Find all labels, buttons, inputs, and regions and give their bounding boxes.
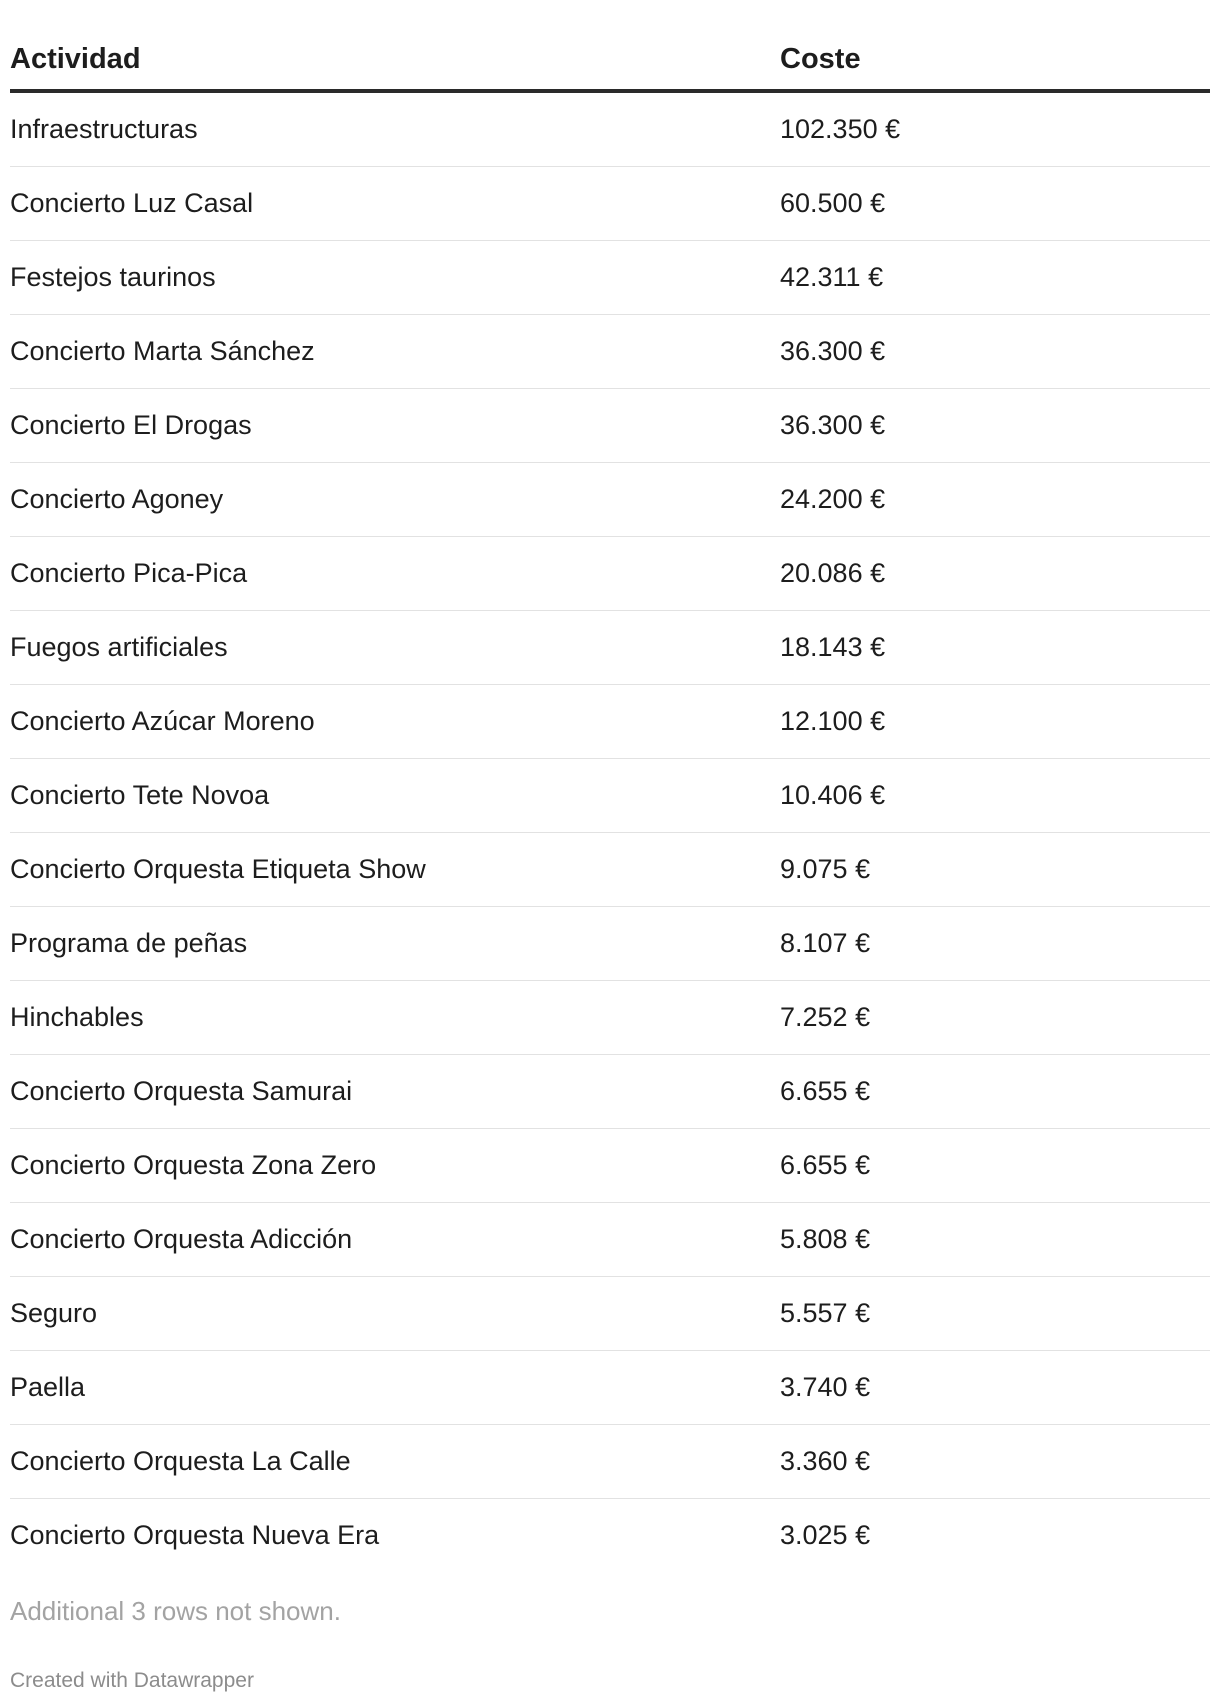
cell-coste: 36.300 € [780, 389, 1210, 463]
cell-coste: 3.025 € [780, 1520, 871, 1550]
table-body [10, 91, 1210, 1572]
cell-actividad: Concierto Pica-Pica [10, 537, 780, 611]
column-header-coste[interactable]: Coste [780, 30, 1210, 91]
cell-coste: 18.143 € [780, 611, 1210, 685]
cell-actividad: Infraestructuras [10, 91, 780, 167]
cell-coste: 20.086 € [780, 537, 1210, 611]
cell-actividad: Concierto Tete Novoa [10, 759, 780, 833]
cell-actividad: Concierto Luz Casal [10, 167, 780, 241]
cell-coste: 6.655 € [780, 1055, 1210, 1129]
table-row [10, 1499, 1210, 1573]
cell-coste: 36.300 € [780, 315, 1210, 389]
cell-actividad: Concierto Azúcar Moreno [10, 685, 780, 759]
table-row [10, 315, 1210, 389]
rows-not-shown-note: Additional 3 rows not shown. [10, 1596, 341, 1626]
table-row [10, 907, 1210, 981]
cell-coste: 7.252 € [780, 981, 1210, 1055]
cell-actividad: Paella [10, 1351, 780, 1425]
cell-actividad: Concierto Orquesta La Calle [10, 1425, 780, 1499]
table-row [10, 91, 1210, 167]
cell-coste: 6.655 € [780, 1129, 1210, 1203]
table-row [10, 759, 1210, 833]
cost-table [10, 30, 1210, 1572]
cell-coste: 42.311 € [780, 241, 1210, 315]
table-row [10, 1203, 1210, 1277]
cell-actividad: Concierto Orquesta Nueva Era [10, 1520, 380, 1550]
cell-actividad: Concierto Agoney [10, 463, 780, 537]
cell-actividad: Festejos taurinos [10, 241, 780, 315]
cell-coste: 9.075 € [780, 833, 1210, 907]
table-row [10, 1425, 1210, 1499]
cell-coste: 24.200 € [780, 463, 1210, 537]
cell-actividad: Programa de peñas [10, 907, 780, 981]
cell-coste: 3.360 € [780, 1425, 1210, 1499]
cell-actividad: Concierto Orquesta Samurai [10, 1055, 780, 1129]
table-row [10, 241, 1210, 315]
cell-actividad: Concierto Orquesta Etiqueta Show [10, 833, 780, 907]
cell-coste: 12.100 € [780, 685, 1210, 759]
cell-coste: 8.107 € [780, 907, 1210, 981]
table-row [10, 611, 1210, 685]
table-row [10, 389, 1210, 463]
cell-actividad: Seguro [10, 1277, 780, 1351]
cell-actividad: Concierto El Drogas [10, 389, 780, 463]
table-row [10, 833, 1210, 907]
datawrapper-credit: Created with Datawrapper [10, 1669, 254, 1692]
cell-coste: 5.557 € [780, 1277, 1210, 1351]
table-row [10, 981, 1210, 1055]
cell-coste: 60.500 € [780, 167, 1210, 241]
cell-coste: 3.740 € [780, 1351, 1210, 1425]
table-row [10, 1277, 1210, 1351]
cell-actividad: Concierto Orquesta Zona Zero [10, 1129, 780, 1203]
cell-coste: 102.350 € [780, 91, 1210, 167]
table-row [10, 537, 1210, 611]
table-row [10, 1129, 1210, 1203]
table-row [10, 1351, 1210, 1425]
table-row [10, 685, 1210, 759]
cell-actividad: Hinchables [10, 981, 780, 1055]
table-row [10, 167, 1210, 241]
table-row [10, 1055, 1210, 1129]
table-header-row [10, 30, 1210, 91]
cell-actividad: Concierto Orquesta Adicción [10, 1203, 780, 1277]
table-row [10, 463, 1210, 537]
column-header-actividad[interactable]: Actividad [10, 30, 780, 91]
cell-coste: 10.406 € [780, 759, 1210, 833]
cell-actividad: Concierto Marta Sánchez [10, 315, 780, 389]
cell-coste: 5.808 € [780, 1203, 1210, 1277]
cell-actividad: Fuegos artificiales [10, 611, 780, 685]
